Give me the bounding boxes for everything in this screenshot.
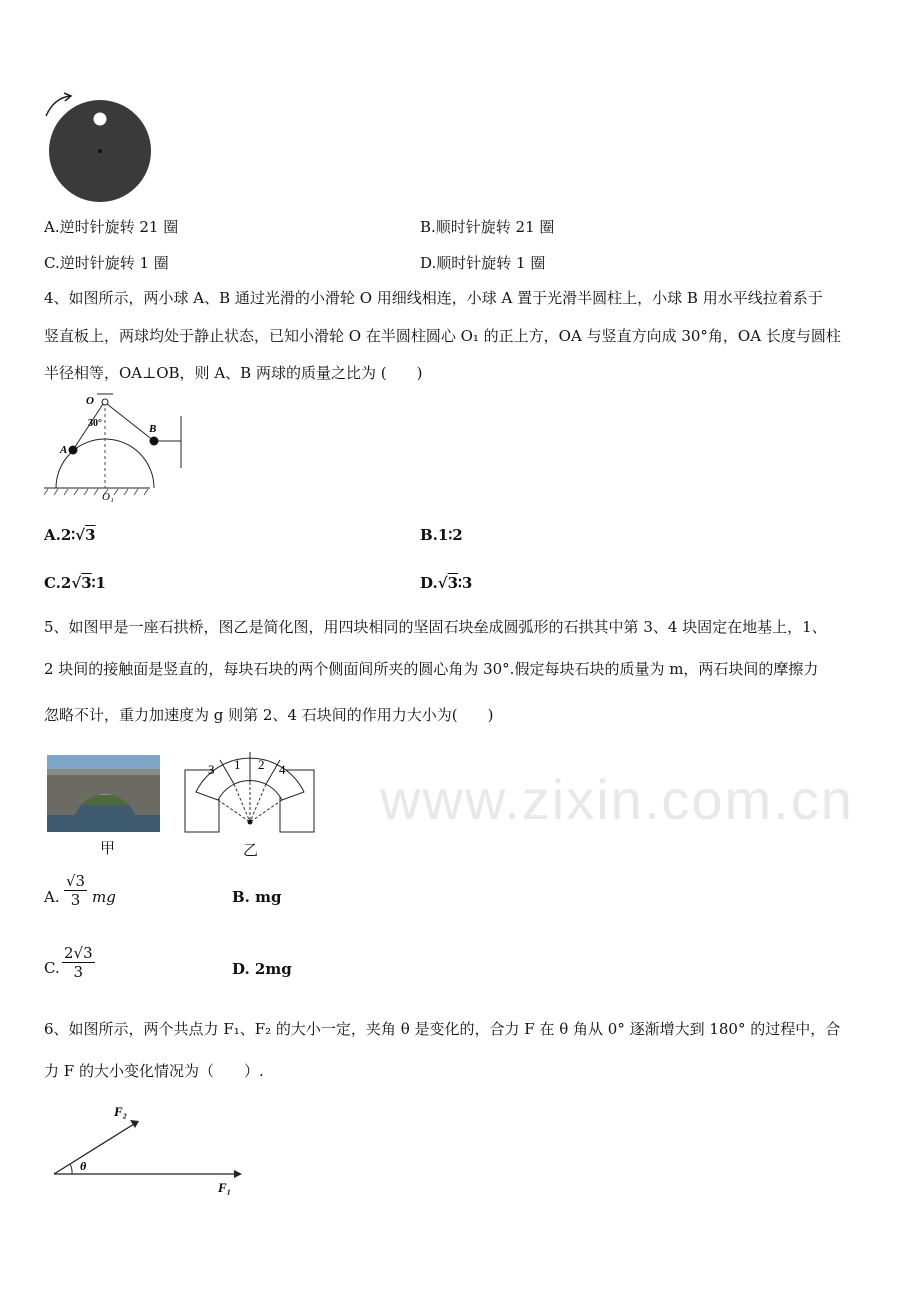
force-diagram <box>48 1098 248 1198</box>
q6-line-1: 6、如图所示，两个共点力 F₁、F₂ 的大小一定，夹角 θ 是变化的，合力 F 在 θ 角从 0° 逐渐增大到 180° 的过程中，合 <box>44 1020 841 1038</box>
denominator: 3 <box>70 891 81 909</box>
q3-option-d: D.顺时针旋转 1 圈 <box>420 254 546 272</box>
q4-line-1: 4、如图所示，两小球 A、B 通过光滑的小滑轮 O 用细线相连，小球 A 置于光滑半圆柱上，小球 B 用水平线拉着系于 <box>44 289 823 307</box>
q5-option-c-fraction <box>62 944 95 981</box>
q5-option-b: B. mg <box>232 888 282 906</box>
q5-line-2: 2 块间的接触面是竖直的，每块石块的两个侧面间所夹的圆心角为 30°.假定每块石块的质量为 m，两石块间的摩擦力 <box>44 660 819 678</box>
caption-jia: 甲 <box>100 839 116 857</box>
q4-line-3: 半径相等，OA⊥OB，则 A、B 两球的质量之比为 ( ) <box>44 364 423 382</box>
q4-option-c: C.2√3∶1 <box>44 574 106 592</box>
label-b: B <box>149 423 157 435</box>
caption-yi: 乙 <box>243 841 259 859</box>
radicand: 3 <box>447 574 458 592</box>
opt-text: ∶3 <box>458 574 473 592</box>
watermark: www.zixin.com.cn <box>380 768 854 831</box>
denominator: 3 <box>73 963 84 981</box>
numerator: 2√3 <box>64 944 93 962</box>
radicand: 3 <box>81 574 92 592</box>
block-4: 4 <box>279 762 286 777</box>
opt-text: A.2∶ <box>44 526 76 544</box>
q5-option-a-label: A. <box>44 888 60 906</box>
q4-figure <box>44 388 194 508</box>
label-theta: θ <box>80 1159 87 1173</box>
label-f2: F₂ <box>114 1104 128 1119</box>
q5-line-1: 5、如图甲是一座石拱桥，图乙是简化图，用四块相同的坚固石块垒成圆弧形的石拱其中第 3、4 块固定在地基上，1、 <box>44 618 827 636</box>
q3-option-a: A.逆时针旋转 21 圈 <box>44 218 179 236</box>
q5-option-d: D. 2mg <box>232 960 292 978</box>
q4-option-d: D.√3∶3 <box>420 574 473 592</box>
q3-option-c: C.逆时针旋转 1 圈 <box>44 254 169 272</box>
opt-text: C.2 <box>44 574 72 592</box>
q6-line-2: 力 F 的大小变化情况为（ ）. <box>44 1062 264 1080</box>
label-f1: F₁ <box>218 1180 232 1195</box>
q5-line-3: 忽略不计，重力加速度为 g 则第 2、4 石块间的作用力大小为( ) <box>44 706 494 724</box>
q5-option-a-tail: mg <box>92 888 116 906</box>
radicand: 3 <box>85 526 96 544</box>
rotating-disk-figure <box>40 90 160 205</box>
label-angle: 30° <box>88 418 102 429</box>
label-o: O <box>86 395 94 407</box>
opt-text: ∶1 <box>91 574 106 592</box>
label-o1: O₁ <box>102 491 114 503</box>
opt-text: D. <box>420 574 438 592</box>
block-1: 1 <box>234 757 241 772</box>
block-3: 3 <box>208 762 215 777</box>
arch-diagram <box>184 752 316 834</box>
q4-line-2: 竖直板上，两球均处于静止状态，已知小滑轮 O 在半圆柱圆心 O₁ 的正上方，OA 与竖直方向成 30°角，OA 长度与圆柱 <box>44 327 841 345</box>
numerator: √3 <box>66 872 86 890</box>
q4-option-a: A.2∶√3 <box>44 526 96 544</box>
q5-option-a-fraction <box>64 872 87 909</box>
q5-option-c-label: C. <box>44 959 60 977</box>
label-a: A <box>60 444 68 456</box>
q4-option-b: B.1∶2 <box>420 526 463 544</box>
stone-bridge-photo <box>47 755 160 832</box>
q3-option-b: B.顺时针旋转 21 圈 <box>420 218 555 236</box>
block-2: 2 <box>258 757 265 772</box>
